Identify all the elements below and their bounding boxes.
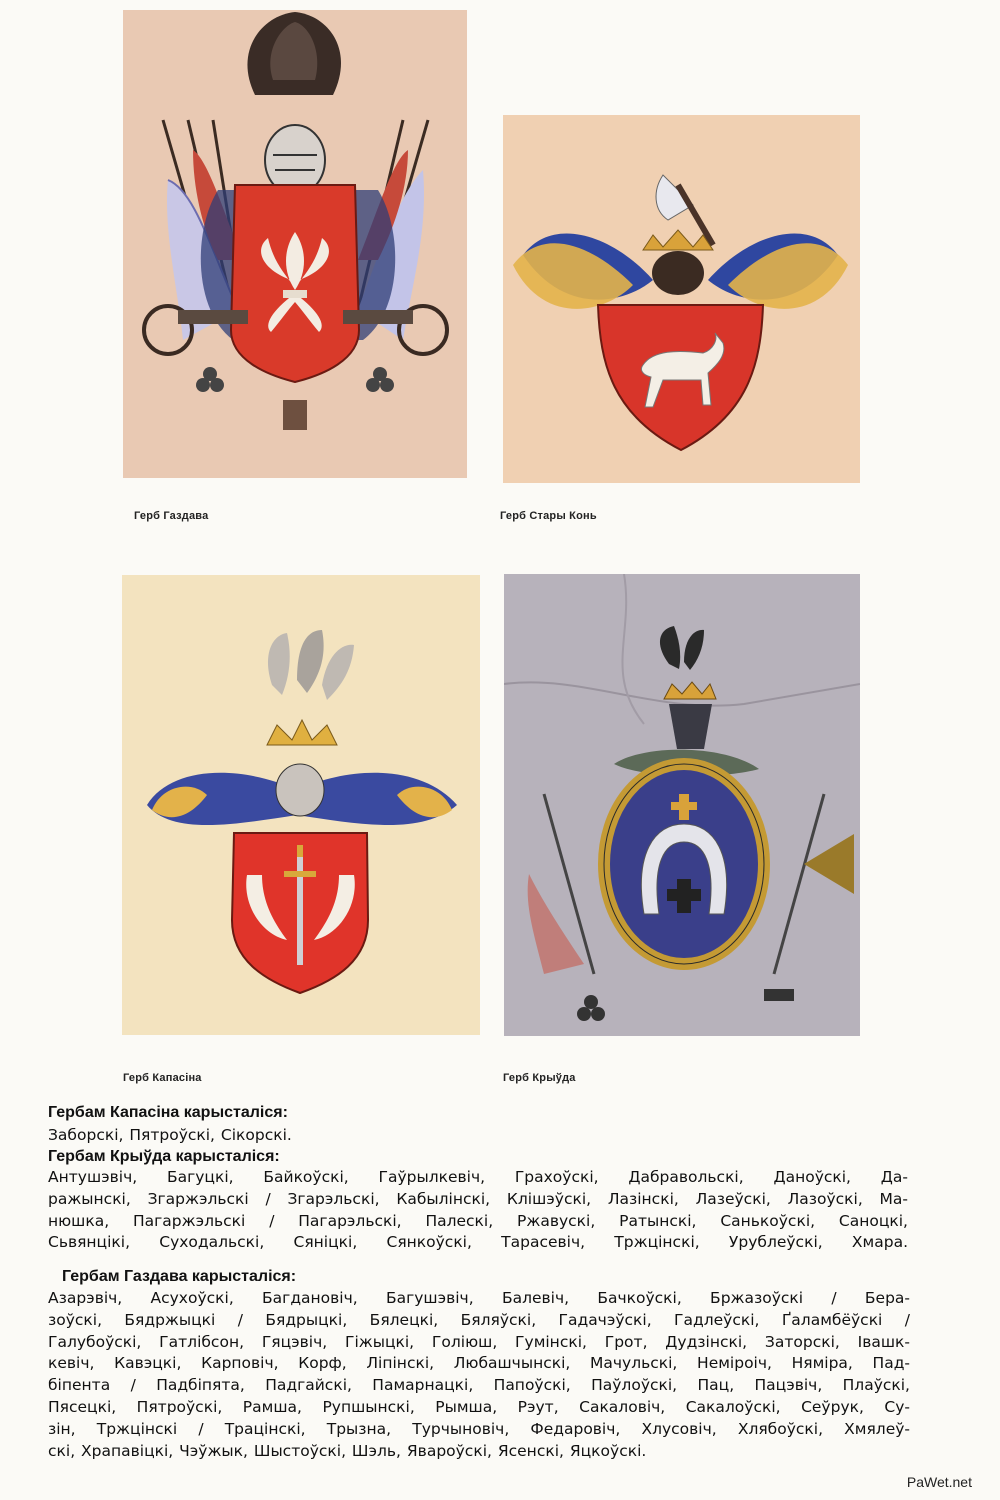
- body-line: ражынскі, Згаржэльскі / Згарэльскі, Кабылінскі, Клішэўскі, Лазінскі, Лазеўскі, Лазоўскі, Ма-: [48, 1189, 908, 1208]
- stary-kon-coat-of-arms-illustration: [503, 115, 860, 483]
- caption-kapasin: Герб Капасіна: [123, 1072, 202, 1084]
- section-body-gazdava: [48, 1288, 910, 1462]
- body-line: Заборскі, Пятроўскі, Сікорскі.: [48, 1126, 292, 1144]
- section-title-kryuda: Гербам Крыўда карысталіся:: [48, 1148, 280, 1165]
- kryuda-coat-of-arms-illustration: [504, 574, 860, 1036]
- plate-stary-kon: [503, 115, 860, 483]
- body-line: Сьвянцікі, Суходальскі, Сяніцкі, Сянкоўскі, Тарасевіч, Тржцінскі, Урублеўскі, Хмара.: [48, 1233, 908, 1252]
- body-line: зоўскі, Бядржыцкі / Бядрыцкі, Бялецкі, Бяляўскі, Гадачэўскі, Гадлеўскі, Ґаламбёўскі /: [48, 1310, 910, 1329]
- body-line: Антушэвіч, Багуцкі, Байкоўскі, Гаўрылкевіч, Грахоўскі, Дабравольскі, Даноўскі, Да-: [48, 1168, 908, 1186]
- section-body-kryuda: [48, 1167, 908, 1254]
- section-body-kapasin: [48, 1125, 918, 1147]
- section-title-gazdava: Гербам Газдава карысталіся:: [62, 1268, 297, 1285]
- caption-kryuda: Герб Крыўда: [503, 1072, 576, 1084]
- caption-stary-kon: Герб Стары Конь: [500, 510, 597, 522]
- section-title-kapasin: Гербам Капасіна карысталіся:: [48, 1104, 288, 1121]
- body-line: зін, Тржцінскі / Трацінскі, Трызна, Турчыновіч, Федаровіч, Хлусовіч, Хлябоўскі, Хмялеў-: [48, 1419, 910, 1438]
- plate-kryuda: [504, 574, 860, 1036]
- body-line: нюшка, Пагаржэльскі / Пагарэльскі, Палескі, Ржавускі, Ратынскі, Санькоўскі, Саноцкі,: [48, 1211, 908, 1230]
- kapasin-coat-of-arms-illustration: [122, 575, 480, 1035]
- gazdava-coat-of-arms-illustration: [123, 10, 467, 478]
- plate-gazdava: [123, 10, 467, 478]
- body-line: біпента / Падбіпята, Падгайскі, Памарнацкі, Папоўскі, Паўлоўскі, Пац, Пацэвіч, Плаўскі,: [48, 1376, 910, 1395]
- body-line: скі, Храпавіцкі, Чэўжык, Шыстоўскі, Шэль, Яварoўскі, Ясенскі, Яцкоўскі.: [48, 1441, 647, 1460]
- plate-kapasin: [122, 575, 480, 1035]
- body-line: Галубоўскі, Гатлібсон, Гяцэвіч, Гіжыцкі, Голіюш, Гумінскі, Грот, Дудзінскі, Заторскі, Івашк-: [48, 1332, 910, 1351]
- watermark: PaWet.net: [906, 1474, 972, 1490]
- body-line: Азарэвіч, Асухоўскі, Багдановіч, Багушэвіч, Балевіч, Бачкоўскі, Бржазоўскі / Бера-: [48, 1289, 910, 1307]
- body-line: кевіч, Кавэцкі, Карповіч, Корф, Ліпінскі, Любашчынскі, Мачульскі, Неміроіч, Няміра, Пад-: [48, 1354, 910, 1373]
- caption-gazdava: Герб Газдава: [134, 510, 209, 522]
- body-line: Пясецкі, Пятроўскі, Рамша, Рупшынскі, Рымша, Рэут, Сакаловіч, Сакалоўскі, Сеўрук, Су-: [48, 1397, 910, 1416]
